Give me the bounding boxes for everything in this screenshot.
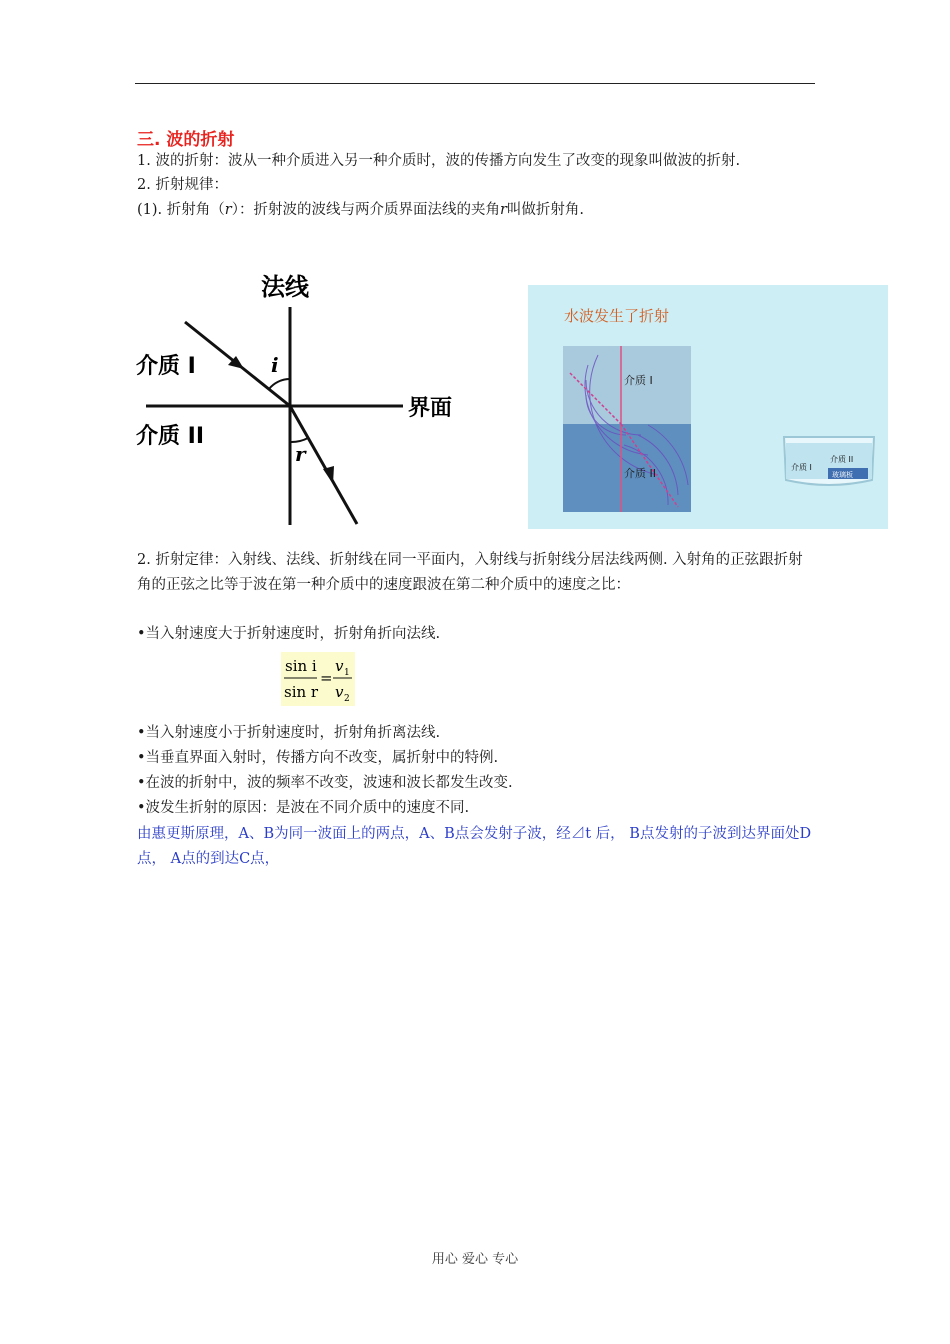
formula-num-right-sub: 1: [344, 668, 350, 678]
refracted-angle-label: r: [295, 442, 306, 466]
angle-def-pre: (1). 折射角（: [137, 202, 225, 218]
formula-equals: =: [320, 669, 333, 687]
huygens-paragraph: 由惠更斯原理，A、B为同一波面上的两点，A、B点会发射子波，经⊿t 后， B点发射的子波到达界面处D点， A点的到达C点，: [137, 826, 812, 867]
beaker-medium2-label: 介质 II: [830, 455, 854, 464]
lower-medium-label: 介质 II: [624, 467, 656, 480]
medium1-label: 介质 I: [136, 354, 196, 379]
angle-def-post: 叫做折射角.: [506, 202, 584, 218]
formula-den-right-sub: 2: [344, 694, 350, 704]
formula-den-right: v: [335, 683, 344, 701]
page-footer: 用心 爱心 专心: [431, 1252, 519, 1267]
angle-def-mid: ）：折射波的波线与两介质界面法线的夹角: [231, 202, 500, 218]
header-rule: [135, 83, 815, 84]
angle-def-r2: r: [499, 202, 507, 218]
formula-num-left: sin i: [285, 657, 317, 675]
refraction-law-paragraph: 2. 折射定律：入射线、法线、折射线在同一平面内，入射线与折射线分居法线两侧. 入射角的正弦跟折射角的正弦之比等于波在第一种介质中的速度跟波在第二种介质中的速度之比：: [137, 552, 803, 593]
upper-medium-label: 介质 I: [624, 374, 653, 387]
refracted-arrow-icon: [323, 466, 334, 484]
bullet-toward-normal: •当入射速度大于折射速度时，折射角折向法线.: [137, 626, 441, 642]
angle-definition-line: [137, 199, 584, 221]
section-title: 三. 波的折射: [137, 130, 235, 150]
interface-label: 界面: [408, 396, 453, 421]
figure-caption: 水波发生了折射: [564, 307, 670, 325]
beaker-medium1-label: 介质 I: [791, 463, 812, 472]
medium2-label: 介质 II: [136, 424, 205, 449]
incident-angle-label: i: [271, 353, 279, 377]
bullet-cause: •波发生折射的原因：是波在不同介质中的速度不同.: [137, 800, 470, 816]
snell-formula: [281, 652, 355, 706]
normal-label: 法线: [261, 273, 309, 301]
water-wave-figure: [528, 285, 888, 529]
bullet-perpendicular: •当垂直界面入射时，传播方向不改变，属折射中的特例.: [137, 750, 499, 766]
formula-num-right: v: [335, 657, 344, 675]
refraction-diagram: [128, 265, 478, 530]
formula-den-left: sin r: [284, 683, 319, 701]
definition-line: 1. 波的折射：波从一种介质进入另一种介质时，波的传播方向发生了改变的现象叫做波的折射.: [137, 153, 741, 169]
bullet-frequency: •在波的折射中，波的频率不改变，波速和波长都发生改变.: [137, 775, 513, 791]
incident-angle-arc: [269, 379, 290, 389]
bullet-away-normal: •当入射速度小于折射速度时，折射角折离法线.: [137, 725, 441, 741]
angle-def-r: r: [224, 202, 232, 218]
law-heading-line: 2. 折射规律：: [137, 177, 228, 193]
glass-plate-label: 玻璃板: [832, 471, 853, 479]
